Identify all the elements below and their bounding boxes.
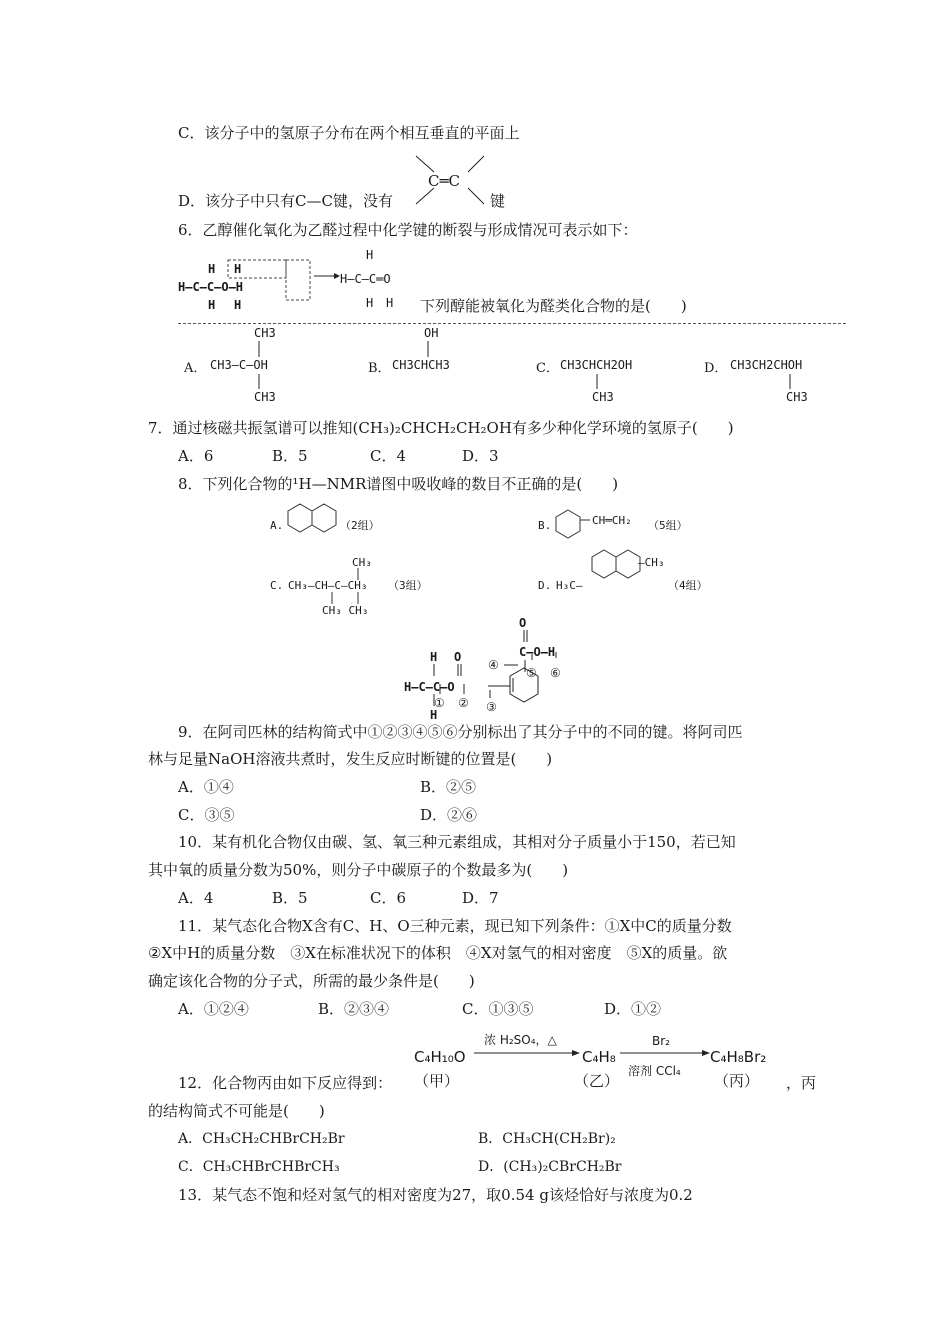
q8-b-label: B. — [538, 519, 552, 532]
q5-option-c: C．该分子中的氢原子分布在两个相互垂直的平面上 — [178, 124, 520, 142]
q8-c-label: C. — [270, 579, 284, 592]
q12-tail: ，丙 — [786, 1074, 817, 1092]
naphthalene-icon — [286, 502, 342, 548]
bond-mark-6: ⑥ — [550, 666, 561, 680]
q6-question: 下列醇能被氧化为醛类化合物的是( ) — [420, 297, 687, 315]
reactant-jia-name: （甲） — [414, 1072, 460, 1090]
q6-option-a-top: CH3 — [254, 326, 276, 340]
q9-option-b: B．②⑤ — [420, 778, 477, 796]
q8-c-main: CH₃—CH—C—CH₃ — [288, 579, 368, 592]
q9-option-d: D．②⑥ — [420, 806, 478, 824]
q6-option-bonds — [180, 326, 840, 406]
q12-option-a: A．CH₃CH₂CHBrCH₂Br — [178, 1131, 345, 1147]
q8-c-top: CH₃ — [352, 556, 372, 569]
q8-d-label: D. — [538, 579, 552, 592]
q8-d-right: —CH₃ — [638, 556, 665, 569]
q6-option-d-main: CH3CH2CHOH — [730, 358, 803, 372]
q5-option-d-text: D．该分子中只有C—C键，没有 — [178, 192, 393, 210]
q10-option-d: D．7 — [462, 889, 499, 907]
benzene-ring-icon — [554, 508, 590, 542]
q12-option-b: B．CH₃CH(CH₂Br)₂ — [478, 1131, 616, 1147]
q7-stem: 7．通过核磁共振氢谱可以推知(CH₃)₂CHCH₂CH₂OH有多少种化学环境的氢原子( ) — [148, 419, 734, 437]
q7-option-b: B．5 — [272, 447, 308, 465]
q8-c-bonds — [288, 556, 388, 616]
q6-option-a-main: CH3—C—OH — [210, 358, 268, 372]
q13-line1: 13．某气态不饱和烃对氢气的相对密度为27，取0.54 g该烃恰好与浓度为0.2 — [178, 1186, 693, 1204]
q11-option-d: D．①② — [604, 1000, 662, 1018]
q10-line2: 其中氧的质量分数为50%，则分子中碳原子的个数最多为( ) — [148, 861, 569, 879]
q5-option-d — [178, 191, 393, 211]
q6-option-b-main: CH3CHCH3 — [392, 358, 450, 372]
q12-option-d: D．(CH₃)₂CBrCH₂Br — [478, 1159, 622, 1175]
aspirin-labels: H O H—C—C—O H O C—O—H ① ② ③ ④ ⑤ ⑥ — [404, 616, 561, 722]
q9-option-c: C．③⑤ — [178, 806, 235, 824]
q11-line1: 11．某气态化合物X含有C、H、O三种元素，现已知下列条件：①X中C的质量分数 — [178, 917, 732, 935]
q8-c-note: （3组） — [388, 579, 428, 592]
q8-d-left: H₃C— — [556, 579, 583, 592]
q10-option-b: B．5 — [272, 889, 308, 907]
q8-b-substituent: CH═CH₂ — [592, 514, 632, 527]
product-bing-name: （丙） — [714, 1072, 760, 1090]
q9-option-a: A．①④ — [178, 778, 234, 796]
q10-line1: 10．某有机化合物仅由碳、氢、氧三种元素组成，其相对分子质量小于150，若已知 — [178, 833, 736, 851]
condition-1: 浓 H₂SO₄，△ — [484, 1033, 557, 1047]
bond-mark-4: ④ — [488, 658, 499, 672]
bond-mark-5: ⑤ — [526, 666, 537, 680]
q6-stem: 6．乙醇催化氧化为乙醛过程中化学键的断裂与形成情况可表示如下： — [178, 221, 638, 239]
product-bing: C₄H₈Br₂ — [710, 1048, 767, 1066]
ethanol-oxidation-boxes — [176, 248, 416, 312]
condition-2-top: Br₂ — [652, 1034, 670, 1048]
dashed-separator — [178, 323, 846, 324]
q7-option-d: D．3 — [462, 447, 499, 465]
product-yi-name: （乙） — [574, 1072, 620, 1090]
ethanol-oxidation-figure: H H H—C—C—O—H H H H H—C—C═O H H — [178, 248, 394, 312]
cc-double-bond-label: C═C — [428, 172, 460, 190]
bond-mark-3: ③ — [486, 700, 497, 714]
q11-option-a: A．①②④ — [178, 1000, 249, 1018]
product-yi: C₄H₈ — [582, 1048, 616, 1066]
q11-line3: 确定该化合物的分子式，所需的最少条件是( ) — [148, 972, 475, 990]
bond-mark-1: ① — [434, 696, 445, 710]
q9-line2: 林与足量NaOH溶液共煮时，发生反应时断键的位置是( ) — [148, 750, 553, 768]
q11-option-c: C．①③⑤ — [462, 1000, 534, 1018]
condition-2-bottom: 溶剂 CCl₄ — [628, 1064, 681, 1078]
q12-stem: 12．化合物丙由如下反应得到： — [178, 1074, 393, 1092]
q12-line2: 的结构简式不可能是( ) — [148, 1102, 325, 1120]
q8-c-bottom: CH₃ CH₃ — [322, 604, 369, 617]
q10-option-a: A．4 — [178, 889, 214, 907]
q6-option-c-bottom: CH3 — [592, 390, 614, 404]
q8-a-note: （2组） — [340, 519, 380, 532]
q6-option-c-letter: C． — [536, 361, 559, 376]
q8-b-note: （5组） — [648, 519, 688, 532]
q8-d-note: （4组） — [668, 579, 708, 592]
q6-option-b-letter: B． — [368, 361, 391, 376]
q6-option-a-bottom: CH3 — [254, 390, 276, 404]
q12-option-c: C．CH₃CHBrCHBrCH₃ — [178, 1159, 340, 1175]
q6-option-d-letter: D． — [704, 361, 728, 376]
reactant-jia: C₄H₁₀O — [414, 1048, 466, 1066]
q6-option-d-bottom: CH3 — [786, 390, 808, 404]
q6-option-b-top: OH — [424, 326, 439, 340]
q6-option-c-main: CH3CHCH2OH — [560, 358, 633, 372]
q9-line1: 9．在阿司匹林的结构简式中①②③④⑤⑥分别标出了其分子中的不同的键。将阿司匹 — [178, 723, 743, 741]
q7-option-a: A．6 — [178, 447, 214, 465]
q8-stem: 8．下列化合物的¹H—NMR谱图中吸收峰的数目不正确的是( ) — [178, 475, 619, 493]
reaction-arrows — [412, 1030, 782, 1094]
dimethylnaphthalene-icon — [590, 544, 646, 600]
q10-option-c: C．6 — [370, 889, 407, 907]
q8-a-label: A. — [270, 519, 284, 532]
bond-mark-2: ② — [458, 696, 469, 710]
q6-option-a-letter: A． — [184, 361, 207, 376]
q11-line2: ②X中H的质量分数 ③X在标准状况下的体积 ④X对氢气的相对密度 ⑤X的质量。欲 — [148, 944, 728, 962]
q11-option-b: B．②③④ — [318, 1000, 390, 1018]
q5-option-d-tail: 键 — [490, 192, 506, 210]
q7-option-c: C．4 — [370, 447, 407, 465]
